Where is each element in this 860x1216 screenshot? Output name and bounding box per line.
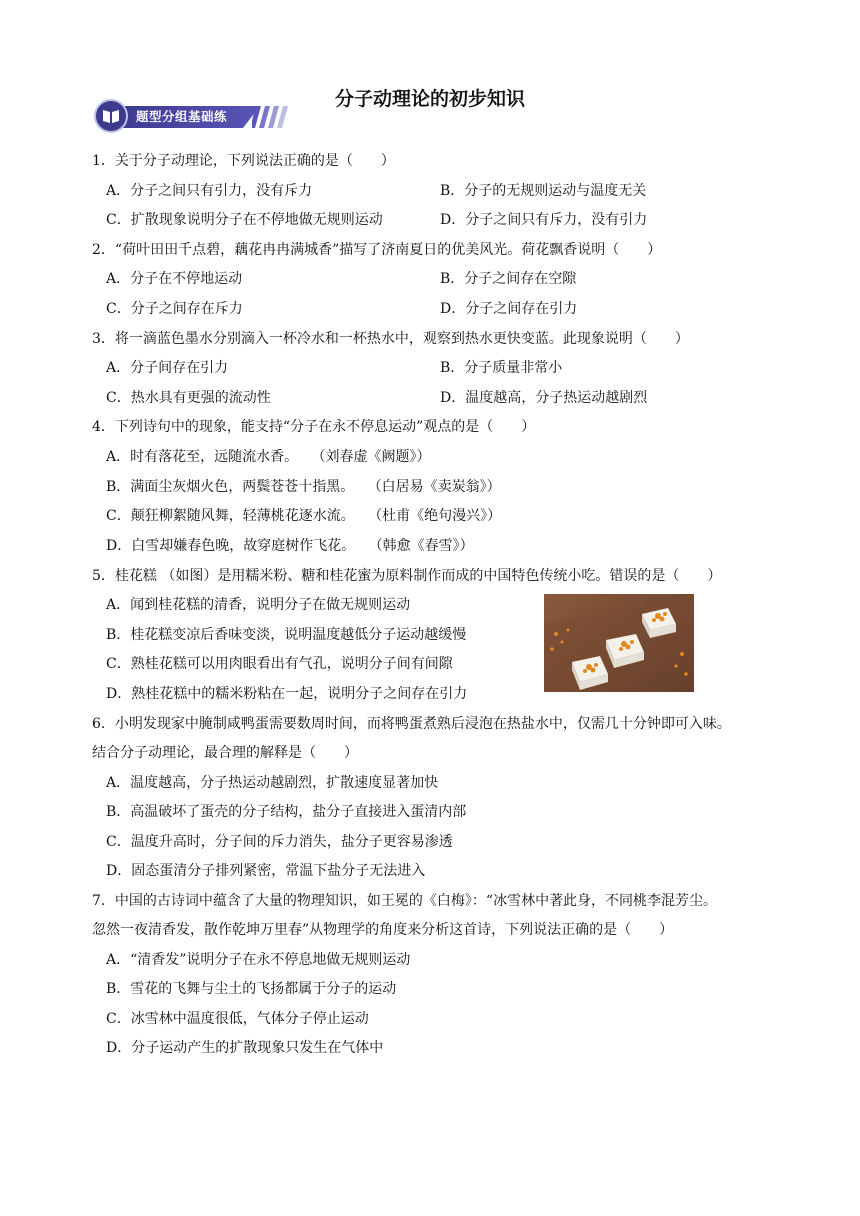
option-source: （韩愈《春雪》） [368, 538, 474, 554]
question-1-option-c: C．扩散现象说明分子在不停地做无规则运动 [106, 212, 383, 228]
question-2-option-d: D．分子之间存在引力 [440, 301, 578, 317]
question-5-option-d: D．熟桂花糕中的糯米粉粘在一起，说明分子之间存在引力 [106, 686, 468, 702]
question-7-option-a: A．“清香发”说明分子在永不停息地做无规则运动 [106, 952, 411, 968]
section-banner [92, 96, 292, 136]
option-source: （白居易《卖炭翁》） [367, 479, 501, 495]
question-7-option-d: D．分子运动产生的扩散现象只发生在气体中 [106, 1040, 384, 1056]
question-4-stem: 4．下列诗句中的现象，能支持“分子在永不停息运动”观点的是（ ） [92, 419, 536, 435]
page-title: 分子动理论的初步知识 [334, 88, 525, 110]
question-7-stem: 7．中国的古诗词中蕴含了大量的物理知识，如王冕的《白梅》：“冰雪林中著此身，不同桃李混芳尘。 [92, 893, 718, 909]
option-text: D．白雪却嫌春色晚，故穿庭树作飞花。 [106, 538, 356, 554]
section-label: 题型分组基础练 [136, 109, 228, 124]
question-4-option-b [106, 476, 501, 496]
question-5-option-a: A．闻到桂花糕的清香，说明分子在做无规则运动 [106, 597, 411, 613]
option-text: B．满面尘灰烟火色，两鬓苍苍十指黑。 [106, 479, 355, 495]
question-4-option-a [106, 446, 430, 466]
question-2-option-a: A．分子在不停地运动 [106, 271, 243, 287]
question-1-option-d: D．分子之间只有斥力，没有引力 [440, 212, 648, 228]
question-4-option-d [106, 535, 474, 555]
question-3-option-c: C．热水具有更强的流动性 [106, 390, 271, 406]
banner-stripes [252, 106, 292, 128]
question-5-option-c: C．熟桂花糕可以用肉眼看出有气孔，说明分子间有间隙 [106, 656, 453, 672]
question-6-stem: 6．小明发现家中腌制咸鸭蛋需要数周时间，而将鸭蛋煮熟后浸泡在热盐水中，仅需几十分钟即可入味。 [92, 716, 731, 732]
question-2-option-b: B．分子之间存在空隙 [440, 271, 577, 287]
book-icon [94, 99, 128, 133]
question-6-option-d: D．固态蛋清分子排列紧密，常温下盐分子无法进入 [106, 863, 426, 879]
question-3-option-d: D．温度越高，分子热运动越剧烈 [440, 390, 648, 406]
question-1-option-b: B．分子的无规则运动与温度无关 [440, 183, 647, 199]
question-2-stem: 2．“荷叶田田千点碧，藕花冉冉满城香”描写了济南夏日的优美风光。荷花飘香说明（ ） [92, 242, 662, 258]
question-1-option-a: A．分子之间只有引力，没有斥力 [106, 183, 313, 199]
question-7-option-b: B．雪花的飞舞与尘土的飞扬都属于分子的运动 [106, 981, 397, 997]
question-6-stem-continued: 结合分子动理论，最合理的解释是（ ） [92, 745, 358, 761]
question-4-option-c [106, 505, 501, 525]
question-7-option-c: C．冰雪林中温度很低，气体分子停止运动 [106, 1011, 369, 1027]
question-1-stem: 1．关于分子动理论，下列说法正确的是（ ） [92, 153, 395, 169]
question-6-option-c: C．温度升高时，分子间的斥力消失，盐分子更容易渗透 [106, 834, 453, 850]
option-source: （杜甫《绝句漫兴》） [368, 508, 502, 524]
question-3-stem: 3．将一滴蓝色墨水分别滴入一杯冷水和一杯热水中，观察到热水更快变蓝。此现象说明（ ） [92, 331, 689, 347]
option-text: A．时有落花至，远随流水香。 [106, 449, 299, 465]
question-5-stem: 5．桂花糕 （如图）是用糯米粉、糖和桂花蜜为原料制作而成的中国特色传统小吃。错误的是（ ） [92, 568, 722, 584]
option-source: （刘春虚《阙题》） [311, 449, 431, 465]
question-3-option-b: B．分子质量非常小 [440, 360, 563, 376]
question-7-stem-continued: 忽然一夜清香发，散作乾坤万里春”从物理学的角度来分析这首诗，下列说法正确的是（ ） [92, 922, 674, 938]
question-6-option-b: B．高温破坏了蛋壳的分子结构，盐分子直接进入蛋清内部 [106, 804, 467, 820]
question-3-option-a: A．分子间存在引力 [106, 360, 229, 376]
question-5-option-b: B．桂花糕变凉后香味变淡，说明温度越低分子运动越缓慢 [106, 627, 467, 643]
question-6-option-a: A．温度越高，分子热运动越剧烈，扩散速度显著加快 [106, 775, 439, 791]
question-2-option-c: C．分子之间存在斥力 [106, 301, 243, 317]
osmanthus-cake-photo [544, 594, 694, 692]
option-text: C．颠狂柳絮随风舞，轻薄桃花逐水流。 [106, 508, 355, 524]
